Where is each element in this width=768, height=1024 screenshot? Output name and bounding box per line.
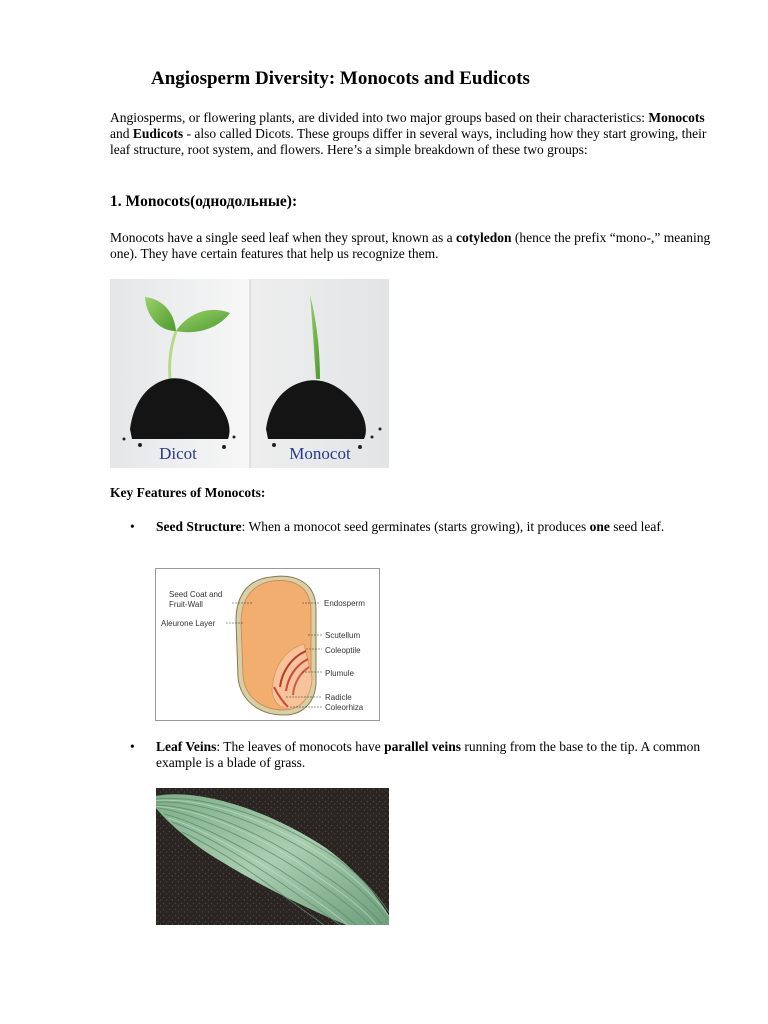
monocot-seed-diagram <box>155 568 380 721</box>
bullet-bold: one <box>589 519 610 534</box>
seed-diagram-svg <box>156 569 379 720</box>
bullet-leaf-veins <box>156 739 716 771</box>
leaf-illustration <box>156 788 389 925</box>
bullet-text-1: : The leaves of monocots have <box>216 739 385 754</box>
intro-bold-monocots: Monocots <box>648 110 705 125</box>
bullet-text-2: running from the base to the tip. A common example is a blade of grass. <box>156 739 701 771</box>
monocots-text-2: (hence the prefix “mono-,” meaning one). They have certain features that help us recognize them. <box>110 230 711 262</box>
bullet-seed-structure <box>156 519 716 535</box>
bullet-symbol: • <box>130 519 135 534</box>
page-title: Angiosperm Diversity: Monocots and Eudicots <box>151 68 530 89</box>
intro-text-1: Angiosperms, or flowering plants, are divided into two major groups based on their characteristics: <box>110 110 649 125</box>
dicot-label: Dicot <box>159 444 197 463</box>
monocot-label: Monocot <box>289 444 351 463</box>
monocots-paragraph <box>110 230 718 262</box>
label-plumule: Plumule <box>325 669 354 678</box>
bullet-bold: parallel veins <box>384 739 461 754</box>
bullet-term: Leaf Veins <box>156 739 217 754</box>
label-fruit-wall: Fruit-Wall <box>169 600 203 609</box>
intro-bold-eudicots: Eudicots <box>132 126 184 142</box>
label-coleoptile: Coleoptile <box>325 646 361 655</box>
label-aleurone: Aleurone Layer <box>161 619 216 628</box>
parallel-veins-leaf-image <box>156 788 389 925</box>
label-endosperm: Endosperm <box>324 599 365 608</box>
sprout-illustration <box>110 279 389 468</box>
intro-text-3: - also called Dicots. These groups differ in several ways, including how they start growing, their leaf structure, root system, and flowers. Here’s a simple breakdown of these two groups: <box>110 126 707 158</box>
label-scutellum: Scutellum <box>325 631 361 640</box>
bullet-symbol: • <box>130 739 135 754</box>
bullet-term: Seed Structure <box>156 519 242 534</box>
intro-paragraph <box>110 110 718 159</box>
dicot-monocot-sprout-image <box>110 279 389 468</box>
key-features-heading: Key Features of Monocots: <box>110 485 266 500</box>
label-coleorhiza: Coleorhiza <box>325 703 364 712</box>
section-heading-monocots: 1. Monocots(однодольные): <box>110 193 298 210</box>
intro-text-2: and <box>110 126 133 142</box>
label-seed-coat: Seed Coat and <box>169 590 223 599</box>
label-radicle: Radicle <box>325 693 352 702</box>
bullet-text-2: seed leaf. <box>609 519 665 534</box>
monocots-bold-cotyledon: cotyledon <box>456 230 512 245</box>
bullet-text-1: : When a monocot seed germinates (starts growing), it produces <box>241 519 590 534</box>
monocots-text-1: Monocots have a single seed leaf when they sprout, known as a <box>110 230 457 245</box>
